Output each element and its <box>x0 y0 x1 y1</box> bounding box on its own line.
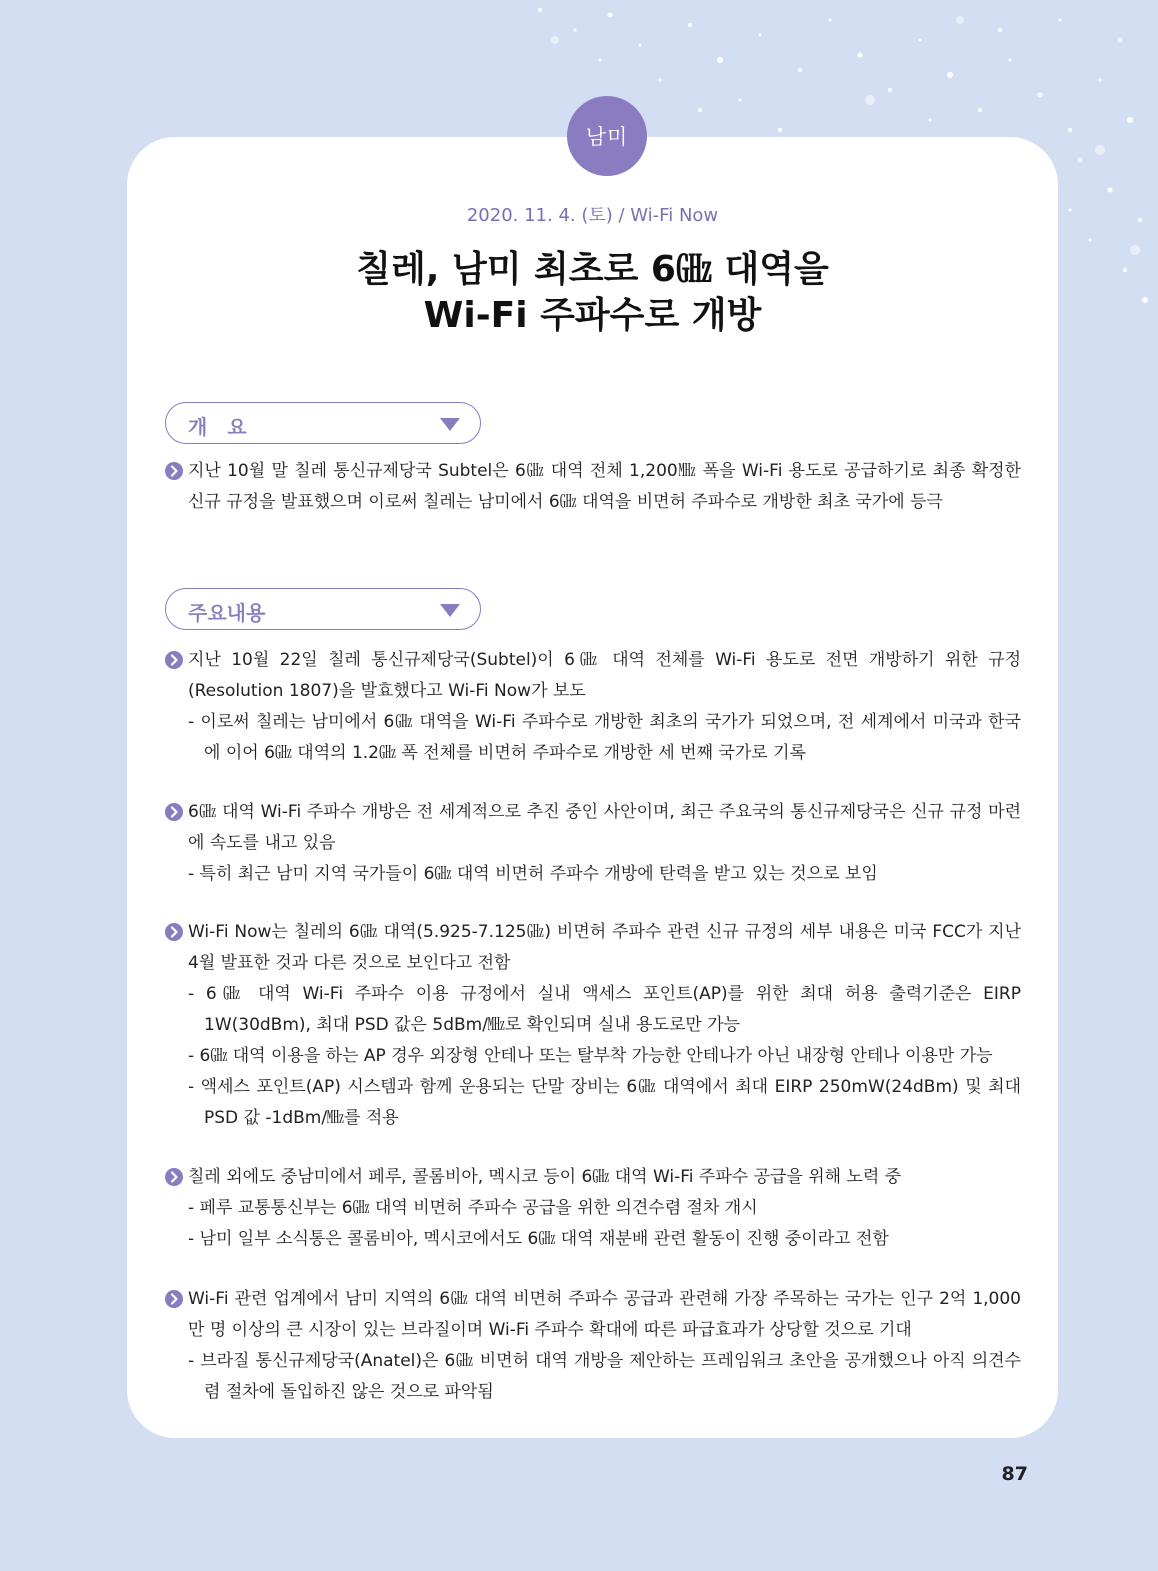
section-label: 개 요 <box>188 415 247 439</box>
bullet-text: Wi-Fi 관련 업계에서 남미 지역의 6㎓ 대역 비면허 주파수 공급과 관련해 가장 주목하는 국가는 인구 2억 1,000만 명 이상의 큰 시장이 있는 브라질이며 Wi-Fi 주파수 확대에 따른 파급효과가 상당할 것으로 기대 <box>188 1289 1021 1340</box>
main-block-1 <box>166 645 1021 769</box>
page-title <box>127 247 1058 339</box>
chevron-right-icon <box>165 1168 183 1186</box>
bullet-item <box>166 917 1021 979</box>
overview-body <box>166 456 1021 518</box>
region-badge: 남미 <box>567 96 647 176</box>
bullet-text: 지난 10월 말 칠레 통신규제당국 Subtel은 6㎓ 대역 전체 1,200㎒ 폭을 Wi-Fi 용도로 공급하기로 최종 확정한 신규 규정을 발표했으며 이로써 칠레는 남미에서 6㎓ 대역을 비면허 주파수로 개방한 최초 국가에 등극 <box>188 461 1021 512</box>
main-block-4 <box>166 1162 1021 1255</box>
main-block-5 <box>166 1284 1021 1408</box>
chevron-right-icon <box>165 651 183 669</box>
chevron-down-icon <box>440 418 460 431</box>
chevron-right-icon <box>165 803 183 821</box>
sub-item: - 이로써 칠레는 남미에서 6㎓ 대역을 Wi-Fi 주파수로 개방한 최초의 국가가 되었으며, 전 세계에서 미국과 한국에 이어 6㎓ 대역의 1.2㎓ 폭 전체를 비면허 주파수로 개방한 세 번째 국가로 기록 <box>188 712 1021 763</box>
sub-item: - 남미 일부 소식통은 콜롬비아, 멕시코에서도 6㎓ 대역 재분배 관련 활동이 진행 중이라고 전함 <box>188 1229 889 1249</box>
page-number: 87 <box>1001 1463 1028 1485</box>
bullet-item <box>166 645 1021 707</box>
sub-item: - 6㎓ 대역 이용을 하는 AP 경우 외장형 안테나 또는 탈부착 가능한 안테나가 아닌 내장형 안테나 이용만 가능 <box>188 1046 993 1066</box>
bullet-text: Wi-Fi Now는 칠레의 6㎓ 대역(5.925-7.125㎓) 비면허 주파수 관련 신규 규정의 세부 내용은 미국 FCC가 지난 4월 발표한 것과 다른 것으로 보인다고 전함 <box>188 922 1021 973</box>
main-block-2 <box>166 797 1021 890</box>
bullet-item <box>166 456 1021 518</box>
sub-item: - 페루 교통통신부는 6㎓ 대역 비면허 주파수 공급을 위한 의견수렴 절차 개시 <box>188 1198 758 1218</box>
bullet-text: 6㎓ 대역 Wi-Fi 주파수 개방은 전 세계적으로 추진 중인 사안이며, 최근 주요국의 통신규제당국은 신규 규정 마련에 속도를 내고 있음 <box>188 802 1021 853</box>
chevron-right-icon <box>165 462 183 480</box>
chevron-down-icon <box>440 604 460 617</box>
section-label: 주요내용 <box>188 601 266 625</box>
title-line-1: 칠레, 남미 최초로 6㎓ 대역을 <box>356 249 829 290</box>
sub-item: - 액세스 포인트(AP) 시스템과 함께 운용되는 단말 장비는 6㎓ 대역에서 최대 EIRP 250mW(24dBm) 및 최대 PSD 값 -1dBm/㎒를 적용 <box>188 1077 1021 1128</box>
bullet-item <box>166 1162 1021 1193</box>
bullet-text: 칠레 외에도 중남미에서 페루, 콜롬비아, 멕시코 등이 6㎓ 대역 Wi-Fi 주파수 공급을 위해 노력 중 <box>188 1167 902 1187</box>
chevron-right-icon <box>165 923 183 941</box>
bullet-text: 지난 10월 22일 칠레 통신규제당국(Subtel)이 6㎓ 대역 전체를 Wi-Fi 용도로 전면 개방하기 위한 규정 (Resolution 1807)을 발효했다고 Wi-Fi Now가 보도 <box>188 650 1021 701</box>
title-line-2: Wi-Fi 주파수로 개방 <box>423 295 762 336</box>
dateline: 2020. 11. 4. (토) / Wi-Fi Now <box>466 205 719 226</box>
chevron-right-icon <box>165 1290 183 1308</box>
sub-item: - 브라질 통신규제당국(Anatel)은 6㎓ 비면허 대역 개방을 제안하는 프레임워크 초안을 공개했으나 아직 의견수렴 절차에 돌입하진 않은 것으로 파악됨 <box>188 1351 1021 1402</box>
sub-item: - 6㎓ 대역 Wi-Fi 주파수 이용 규정에서 실내 액세스 포인트(AP)를 위한 최대 허용 출력기준은 EIRP 1W(30dBm), 최대 PSD 값은 5dBm/㎒로 확인되며 실내 용도로만 가능 <box>188 984 1021 1035</box>
section-header-overview[interactable] <box>165 402 481 444</box>
main-block-3 <box>166 917 1021 1134</box>
section-header-main[interactable] <box>165 588 481 630</box>
bullet-item <box>166 797 1021 859</box>
sub-item: - 특히 최근 남미 지역 국가들이 6㎓ 대역 비면허 주파수 개방에 탄력을 받고 있는 것으로 보임 <box>188 864 878 884</box>
bullet-item <box>166 1284 1021 1346</box>
